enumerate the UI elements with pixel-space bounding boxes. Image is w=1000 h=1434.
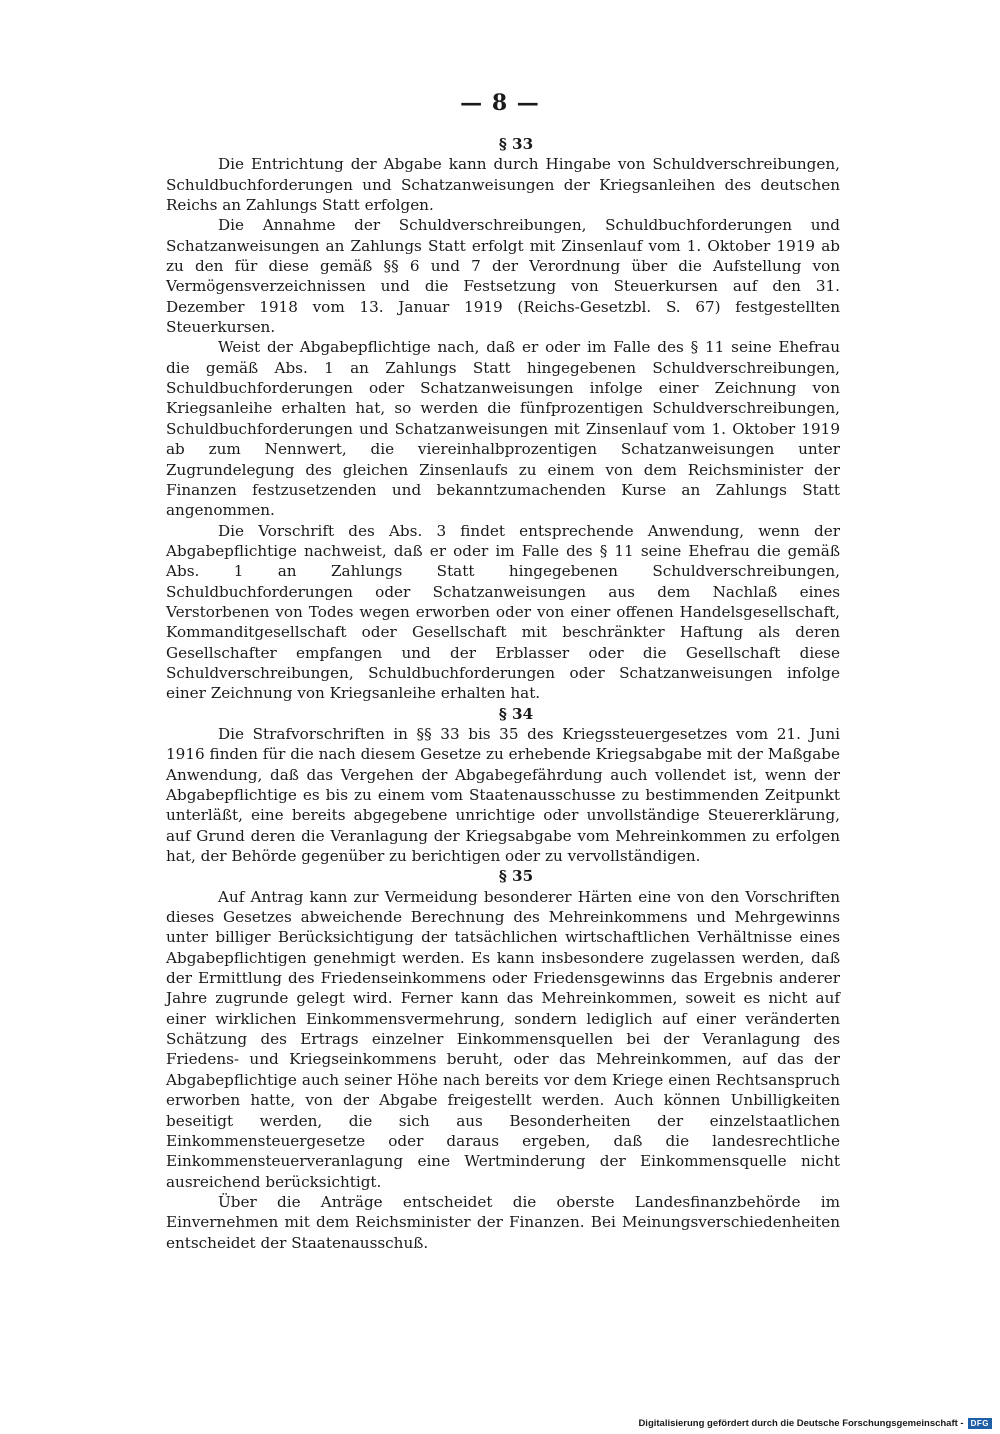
section-heading: § 35 xyxy=(498,867,534,886)
dfg-logo: DFG xyxy=(968,1418,992,1429)
paragraph: Über die Anträge entscheidet die oberste Landesfinanzbehörde im Einvernehmen mit dem Reichsminister der Finanzen. Bei Meinungsverschiedenheiten entscheidet der Staatenausschuß. xyxy=(166,1192,840,1252)
section-heading: § 34 xyxy=(498,704,534,723)
paragraph: Die Vorschrift des Abs. 3 findet entsprechende Anwendung, wenn der Abgabepflichtige nachweist, daß er oder im Falle des § 11 seine Ehefrau die gemäß Abs. 1 an Zahlungs Statt hingegebenen Schuldverschreibungen, Schuldbuchforderungen oder Schatzanweisungen aus dem Nachlaß eines Verstorbenen von Todes wegen erworben oder von einer offenen Handelsgesellschaft, Kommanditgesellschaft oder Gesellschaft mit beschränkter Haftung als deren Gesellschafter empfangen und der Erblasser oder die Gesellschaft diese Schuldverschreibungen, Schuldbuchforderungen oder Schatzanweisungen infolge einer Zeichnung von Kriegsanleihe erhalten hat. xyxy=(166,521,840,703)
section-35 xyxy=(166,866,840,1253)
paragraph: Auf Antrag kann zur Vermeidung besonderer Härten eine von den Vorschriften dieses Gesetzes abweichende Berechnung des Mehreinkommens und Mehrgewinns unter billiger Berücksichtigung der tatsächlichen wirtschaftlichen Verhältnisse eines Abgabepflichtigen genehmigt werden. Es kann insbesondere zugelassen werden, daß der Ermittlung des Friedenseinkommens oder Friedensgewinns das Ergebnis anderer Jahre zugrunde gelegt wird. Ferner kann das Mehreinkommen, soweit es nicht auf einer wirklichen Einkommensvermehrung, sondern lediglich auf einer veränderten Schätzung des Ertrags einzelner Einkommensquellen bei der Veranlagung des Friedens- und Kriegseinkommens beruht, oder das Mehreinkommen, auf das der Abgabepflichtige auch seiner Höhe nach bereits vor dem Kriege einen Rechtsanspruch erworben hatte, von der Abgabe freigestellt werden. Auch können Unbilligkeiten beseitigt werden, die sich aus Besonderheiten der einzelstaatlichen Einkommensteuergesetze oder daraus ergeben, daß die landesrechtliche Einkommensteuerveranlagung eine Wertminderung der Einkommensquelle nicht ausreichend berücksichtigt. xyxy=(166,887,840,1191)
section-34 xyxy=(166,704,840,867)
paragraph: Die Strafvorschriften in §§ 33 bis 35 des Kriegssteuergesetzes vom 21. Juni 1916 finden für die nach diesem Gesetze zu erhebende Kriegsabgabe mit der Maßgabe Anwendung, daß das Vergehen der Abgabegefährdung auch vollendet ist, wenn der Abgabepflichtige es bis zu einem vom Staatenausschusse zu bestimmenden Zeitpunkt unterläßt, eine bereits abgegebene unrichtige oder unvollständige Steuererklärung, auf Grund deren die Veranlagung der Kriegsabgabe vom Mehreinkommen zu erfolgen hat, der Behörde gegenüber zu berichtigen oder zu vervollständigen. xyxy=(166,724,840,866)
paragraph: Die Annahme der Schuldverschreibungen, Schuldbuchforderungen und Schatzanweisungen an Zahlungs Statt erfolgt mit Zinsenlauf vom 1. Oktober 1919 ab zu den für diese gemäß §§ 6 und 7 der Verordnung über die Aufstellung von Vermögensverzeichnissen und die Festsetzung von Steuerkursen auf den 31. Dezember 1918 vom 13. Januar 1919 (Reichs-Gesetzbl. S. 67) festgestellten Steuerkursen. xyxy=(166,216,840,337)
paragraph: Weist der Abgabepflichtige nach, daß er oder im Falle des § 11 seine Ehefrau die gemäß Abs. 1 an Zahlungs Statt hingegebenen Schuldverschreibungen, Schuldbuchforderungen oder Schatzanweisungen infolge einer Zeichnung von Kriegsanleihe erhalten hat, so werden die fünfprozentigen Schuldverschreibungen, Schuldbuchforderungen und Schatzanweisungen mit Zinsenlauf vom 1. Oktober 1919 ab zum Nennwert, die viereinhalbprozentigen Schatzanweisungen unter Zugrundelegung des gleichen Zinsenlaufs zu einem von dem Reichsminister der Finanzen festzusetzenden und bekanntzumachenden Kurse an Zahlungs Statt angenommen. xyxy=(166,338,840,520)
paragraph: Die Entrichtung der Abgabe kann durch Hingabe von Schuldverschreibungen, Schuldbuchforderungen und Schatzanweisungen der Kriegsanleihen des deutschen Reichs an Zahlungs Statt erfolgen. xyxy=(166,155,840,215)
credit-text: Digitalisierung gefördert durch die Deutsche Forschungsgemeinschaft - xyxy=(638,1418,964,1429)
document-body xyxy=(166,134,840,1253)
page-number: — 8 — xyxy=(460,90,540,116)
section-33 xyxy=(166,134,840,704)
digitization-credit xyxy=(638,1418,992,1429)
section-heading: § 33 xyxy=(498,135,534,153)
